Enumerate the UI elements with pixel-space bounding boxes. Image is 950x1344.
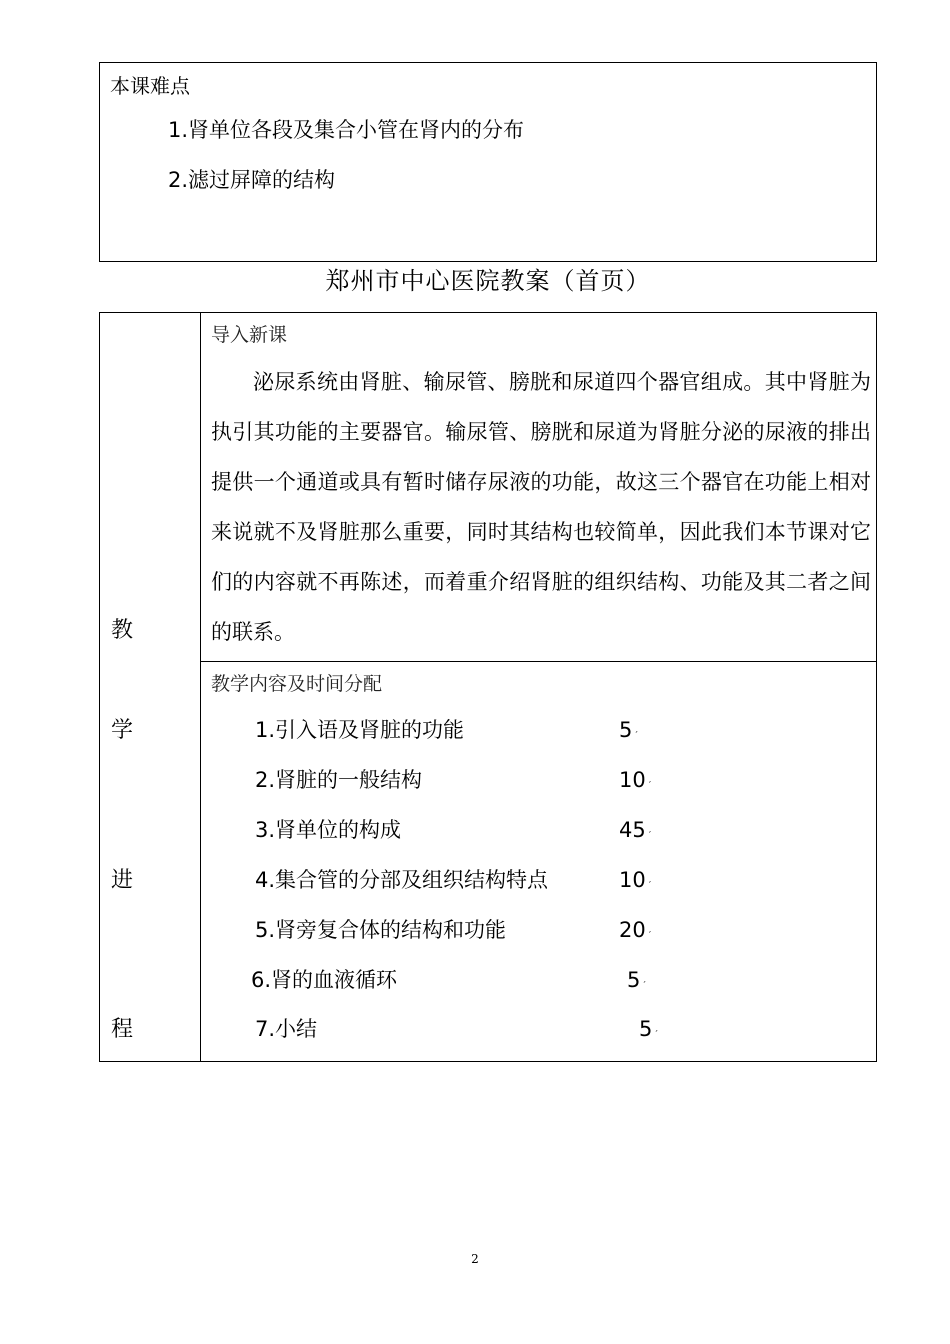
- side-label-char: 学: [111, 718, 134, 743]
- schedule-item-label: 7.小结: [255, 1017, 318, 1041]
- schedule-item-minutes: 10 ′: [619, 768, 652, 792]
- schedule-heading: 教学内容及时间分配: [211, 673, 383, 695]
- side-label-char: 进: [111, 868, 134, 893]
- schedule-item-minutes: 10 ′: [619, 868, 652, 892]
- schedule-item-label: 4.集合管的分部及组织结构特点: [255, 868, 549, 892]
- difficulty-point: 2.滤过屏障的结构: [168, 168, 336, 192]
- lesson-table: [99, 312, 877, 1062]
- intro-heading: 导入新课: [211, 324, 288, 346]
- schedule-item-minutes: 5 ′: [619, 718, 638, 742]
- schedule-item-minutes: 5 ′: [627, 968, 646, 992]
- schedule-item-label: 2.肾脏的一般结构: [255, 768, 423, 792]
- side-label-char: 程: [111, 1017, 134, 1042]
- schedule-item-label: 1.引入语及肾脏的功能: [255, 718, 465, 742]
- schedule-item-minutes: 5 ′: [639, 1017, 658, 1041]
- page-number: 2: [471, 1252, 479, 1266]
- difficulty-heading: 本课难点: [110, 74, 190, 98]
- difficulty-box: [99, 62, 877, 262]
- difficulty-point: 1.肾单位各段及集合小管在肾内的分布: [168, 118, 525, 142]
- intro-cell: [201, 313, 876, 662]
- schedule-item-minutes: 20 ′: [619, 918, 652, 942]
- schedule-item-label: 6.肾的血液循环: [251, 968, 398, 992]
- schedule-item-minutes: 45 ′: [619, 818, 652, 842]
- schedule-item-label: 5.肾旁复合体的结构和功能: [255, 918, 507, 942]
- schedule-cell: [201, 662, 876, 1061]
- side-label-column: [100, 313, 201, 1061]
- intro-paragraph: 泌尿系统由肾脏、输尿管、膀胱和尿道四个器官组成。其中肾脏为执引其功能的主要器官。输尿管、膀胱和尿道为肾脏分泌的尿液的排出提供一个通道或具有暂时储存尿液的功能，故这三个器官在功能上相对来说就不及肾脏那么重要，同时其结构也较简单，因此我们本节课对它们的内容就不再陈述，而着重介绍肾脏的组织结构、功能及其二者之间的联系。: [211, 370, 871, 644]
- page-title: 郑州市中心医院教案（首页）: [325, 267, 651, 295]
- schedule-item-label: 3.肾单位的构成: [255, 818, 402, 842]
- side-label-char: 教: [111, 618, 134, 643]
